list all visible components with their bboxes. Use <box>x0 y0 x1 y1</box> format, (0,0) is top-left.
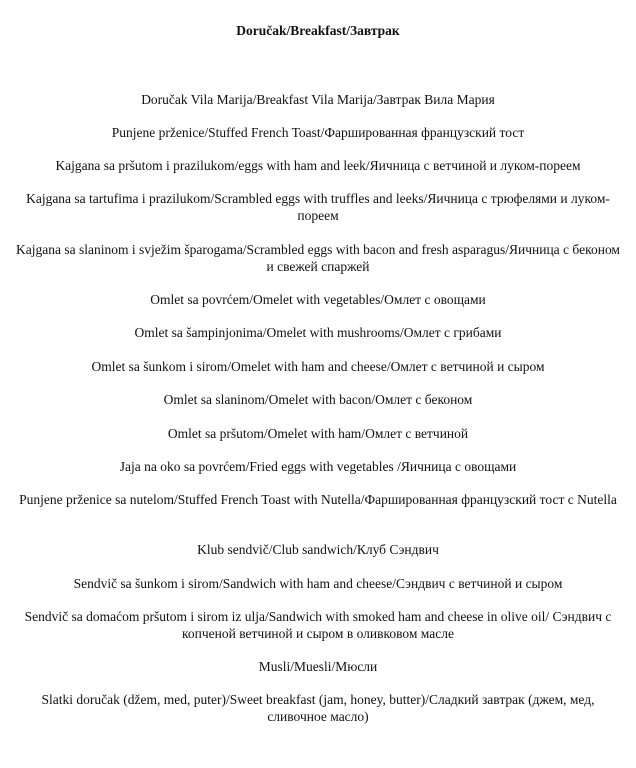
page-title: Doručak/Breakfast/Завтрак <box>236 23 400 38</box>
menu-item: Klub sendvič/Club sandwich/Клуб Сэндвич <box>197 542 439 557</box>
menu-item: Sendvič sa šunkom i sirom/Sandwich with ham and cheese/Сэндвич с ветчиной и сыром <box>73 576 563 591</box>
menu-item: Punjene prženice/Stuffed French Toast/Фаршированная французский тост <box>111 125 525 140</box>
menu-item: Musli/Muesli/Мюсли <box>258 659 378 674</box>
menu-item: Slatki doručak (džem, med, puter)/Sweet breakfast (jam, honey, butter)/Сладкий завтрак (джем, мед, сливочное масло) <box>41 692 595 724</box>
menu-item: Omlet sa pršutom/Omelet with ham/Омлет с ветчиной <box>167 426 469 441</box>
menu-item: Kajgana sa tartufima i prazilukom/Scrambled eggs with truffles and leeks/Яичница с трюфелями и луком-пореем <box>26 191 610 223</box>
menu-item: Doručak Vila Marija/Breakfast Vila Marija/Завтрак Вила Мария <box>141 92 495 107</box>
menu-item: Omlet sa šunkom i sirom/Omelet with ham and cheese/Омлет с ветчиной и сыром <box>91 359 545 374</box>
menu-item: Omlet sa šampinjonima/Omelet with mushrooms/Омлет с грибами <box>134 325 502 340</box>
menu-item: Sendvič sa domaćom pršutom i sirom iz ulja/Sandwich with smoked ham and cheese in olive oil/ Сэндвич с копченой ветчиной и сыром в оливковом масле <box>24 609 612 641</box>
menu-item: Jaja na oko sa povrćem/Fried eggs with vegetables /Яичница с овощами <box>119 459 517 474</box>
menu-item: Kajgana sa pršutom i prazilukom/eggs with ham and leek/Яичница с ветчиной и луком-пореем <box>55 158 581 173</box>
menu-item: Kajgana sa slaninom i svježim šparogama/Scrambled eggs with bacon and fresh asparagus/Яичница с беконом и свежей спаржей <box>16 242 620 274</box>
menu-item: Omlet sa povrćem/Omelet with vegetables/Омлет с овощами <box>150 292 486 307</box>
menu-item: Punjene prženice sa nutelom/Stuffed French Toast with Nutella/Фаршированная французский тост с Nutella <box>19 492 617 507</box>
menu-item: Omlet sa slaninom/Omelet with bacon/Омлет с беконом <box>163 392 473 407</box>
